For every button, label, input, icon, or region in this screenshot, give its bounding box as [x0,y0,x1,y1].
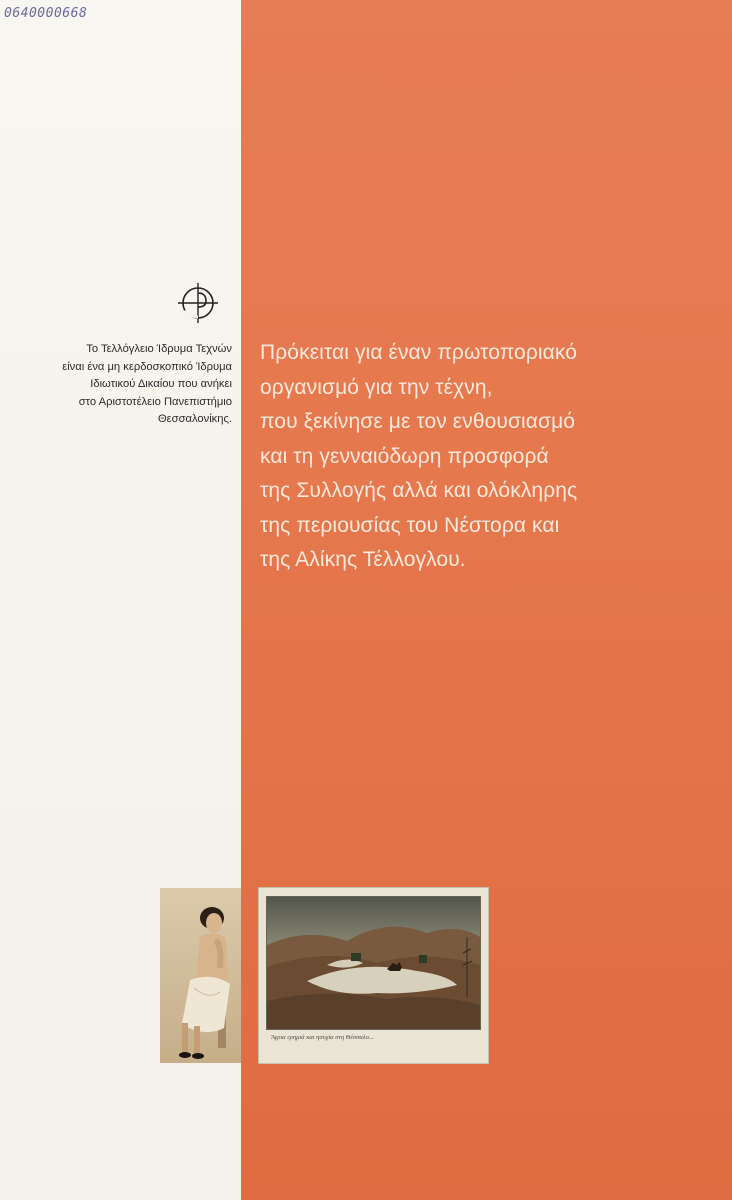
intro-line: Ιδιωτικού Δικαίου που ανήκει [90,378,232,390]
seated-woman-painting-icon [160,888,241,1063]
quote-line: της Συλλογής αλλά και ολόκληρης [260,479,578,502]
intro-line: είναι ένα μη κερδοσκοπικό Ίδρυμα [62,360,232,373]
quote-line: Πρόκειται για έναν πρωτοποριακό [260,341,577,364]
mission-quote [260,336,720,578]
foundation-intro [20,341,232,429]
intro-line: στο Αριστοτέλειο Πανεπιστήμιο [78,395,232,408]
landscape-painting-icon [267,897,480,1029]
quote-line: οργανισμό για την τέχνη, [260,375,493,399]
portrait-artwork [160,888,241,1063]
quote-line: που ξεκίνησε με τον ενθουσιασμό [260,410,576,433]
catalog-number-stamp: 0640000668 [4,6,88,21]
quote-line: της περιουσίας του Νέστορα και [260,513,560,537]
intro-line: Θεσσαλονίκης. [157,413,232,425]
landscape-caption: Άγρια ερημιά και ησυχία στη Θέσσαλο... [271,1034,374,1041]
intro-line: Το Τελλόγλειο Ίδρυμα Τεχνών [86,343,232,355]
quote-line: της Αλίκης Τέλλογλου. [260,548,466,571]
quote-line: και τη γενναιόδωρη προσφορά [260,444,549,468]
landscape-artwork [259,888,488,1063]
tellogleio-logo-icon [176,281,220,325]
landscape-painting [266,896,481,1030]
